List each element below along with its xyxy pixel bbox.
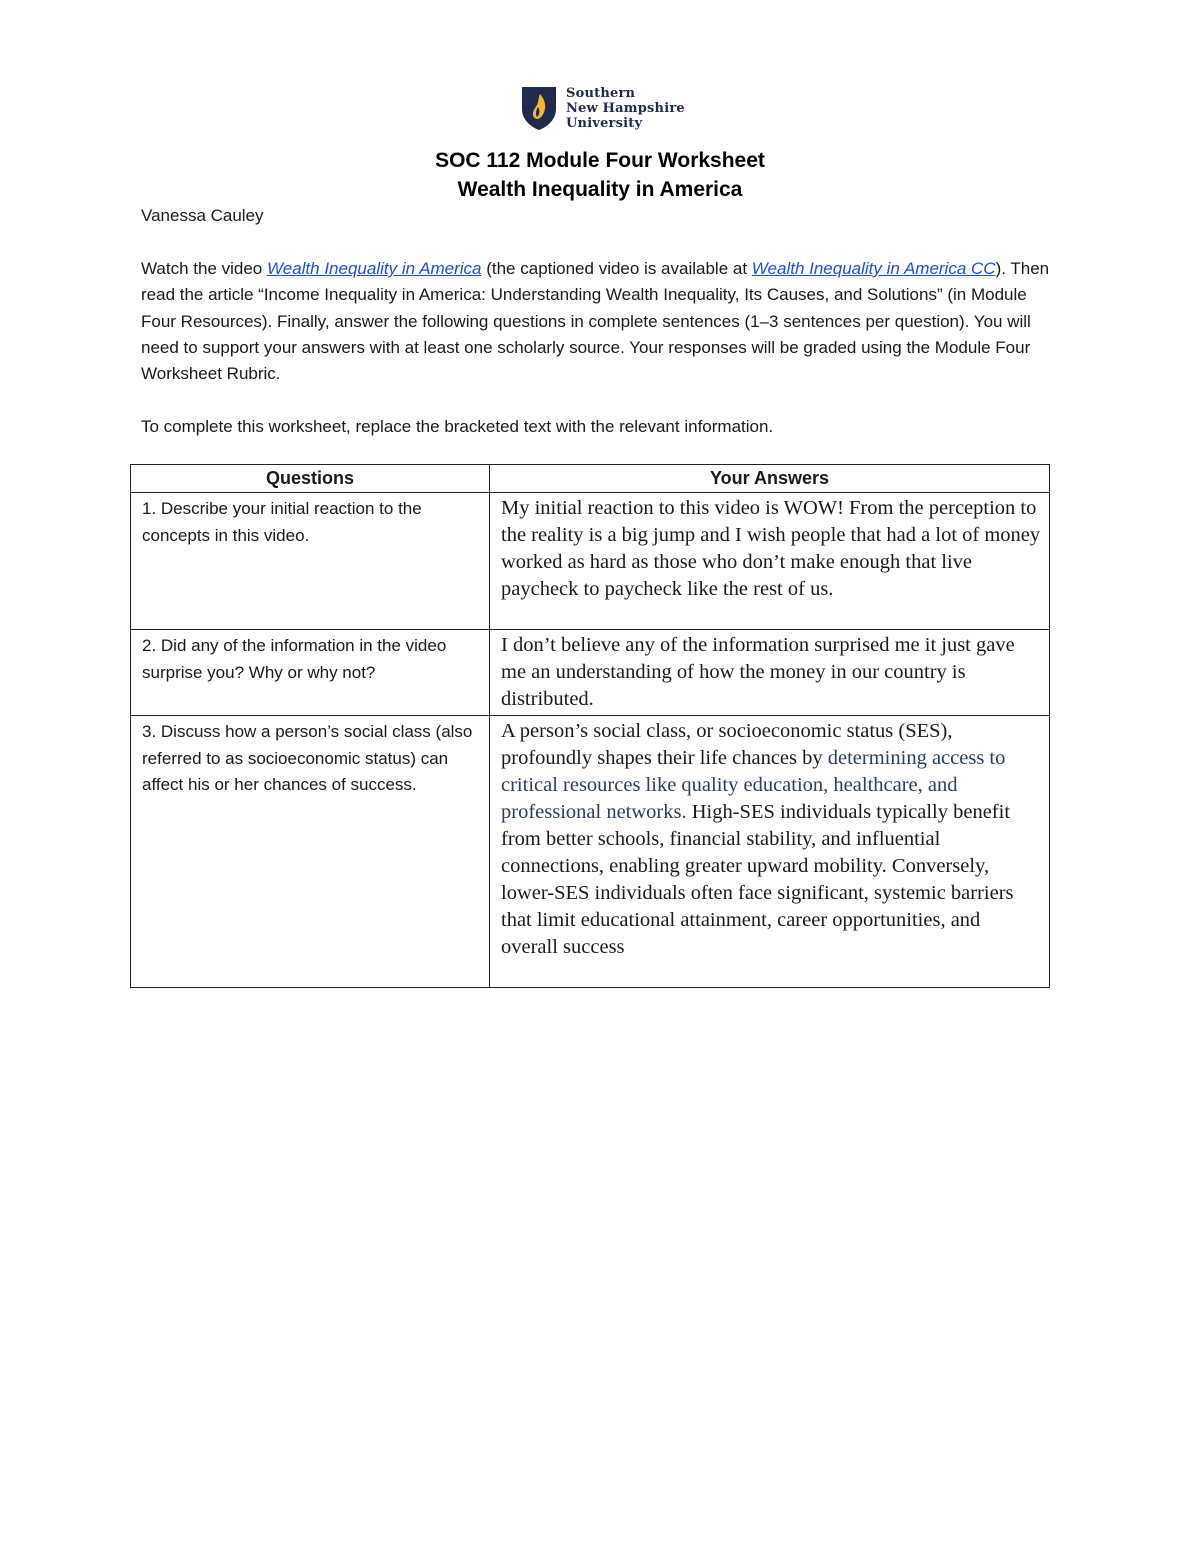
page-subtitle: Wealth Inequality in America	[457, 178, 743, 201]
document-title	[0, 146, 1200, 204]
intro-text-3: ). Then read the article “Income Inequality in America: Understanding Wealth Inequality, Its Causes, and Solutions” (in Module Four Resources). Finally, answer the following questions in complete sentences (1–3 sentences per question). You will need to support your answers with at least one scholarly source. Your responses will be graded using the Module Four Worksheet Rubric.	[141, 259, 1050, 384]
university-logo	[520, 84, 685, 132]
logo-line-1: Southern	[566, 85, 636, 101]
logo-wordmark	[566, 86, 685, 131]
answer-cell[interactable]: My initial reaction to this video is WOW! From the perception to the reality is a big jump and I wish people that had a lot of money worked as hard as those who don’t make enough that live paycheck to paycheck like the rest of us.	[490, 493, 1050, 630]
column-header-answers: Your Answers	[490, 465, 1050, 493]
instruction-text: To complete this worksheet, replace the bracketed text with the relevant information.	[141, 417, 774, 436]
question-cell: 2. Did any of the information in the video surprise you? Why or why not?	[131, 630, 490, 716]
table-row	[131, 493, 1050, 630]
answer-cell[interactable]	[490, 716, 1050, 988]
intro-paragraph	[141, 256, 1056, 387]
table-row	[131, 630, 1050, 716]
answer-text-3: High-SES individuals typically benefit from better schools, financial stability, and influential connections, enabling greater upward mobility. Conversely, lower-SES individuals often face significant, systemic barriers that limit educational attainment, career opportunities, and overall success	[501, 801, 1014, 958]
answer-cell[interactable]: I don’t believe any of the information surprised me it just gave me an understanding of how the money in our country is distributed.	[490, 630, 1050, 716]
question-cell: 3. Discuss how a person’s social class (also referred to as socioeconomic status) can affect his or her chances of success.	[131, 716, 490, 988]
table-header-row	[131, 465, 1050, 493]
question-cell: 1. Describe your initial reaction to the concepts in this video.	[131, 493, 490, 630]
answer-text-2: determining access to critical resources like quality education, healthcare, and professional networks.	[501, 747, 1006, 823]
intro-text-2: (the captioned video is available at	[481, 259, 752, 278]
captioned-video-link[interactable]: Wealth Inequality in America CC	[751, 259, 996, 278]
video-link[interactable]: Wealth Inequality in America	[267, 259, 482, 278]
worksheet-table	[130, 464, 1050, 988]
logo-line-2: New Hampshire	[566, 100, 685, 116]
logo-line-3: University	[566, 115, 643, 131]
author-name: Vanessa Cauley	[141, 206, 264, 225]
shield-flame-icon	[520, 85, 558, 131]
table-row	[131, 716, 1050, 988]
intro-text-1: Watch the video	[141, 259, 267, 278]
page-title: SOC 112 Module Four Worksheet	[435, 149, 765, 172]
column-header-questions: Questions	[131, 465, 490, 493]
answer-text-1: A person’s social class, or socioeconomic status (SES), profoundly shapes their life chances by	[501, 720, 953, 769]
